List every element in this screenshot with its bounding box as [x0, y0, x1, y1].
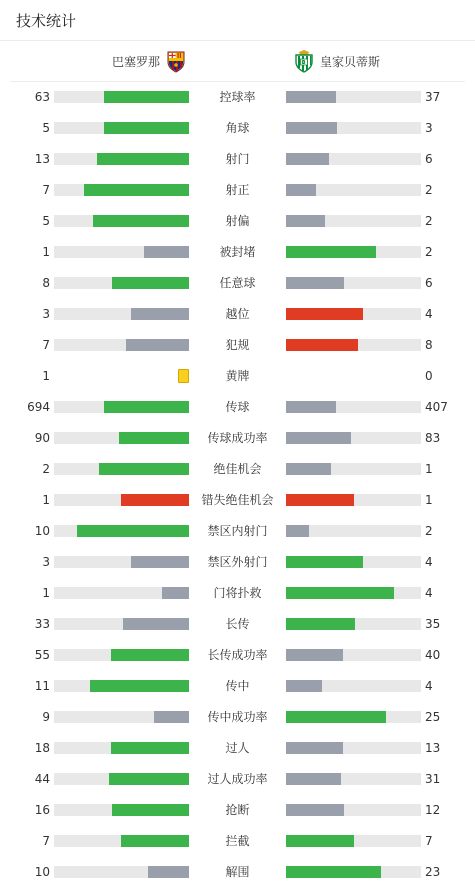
away-stat-value: 4 — [425, 555, 433, 569]
away-stat-value: 31 — [425, 772, 441, 786]
away-stat-bar-fill — [286, 463, 331, 475]
home-stat-value: 5 — [42, 121, 50, 135]
home-stat-bar — [54, 618, 189, 630]
stat-label: 错失绝佳机会 — [201, 493, 274, 507]
home-stat-value: 3 — [42, 555, 50, 569]
home-stat-bar-fill — [131, 308, 189, 320]
home-stat-value: 7 — [42, 183, 50, 197]
away-stat-bar-fill — [286, 277, 344, 289]
away-stat-bar-fill — [286, 184, 316, 196]
stat-row — [0, 515, 475, 546]
away-stat-bar-fill — [286, 649, 343, 661]
home-team-name: 巴塞罗那 — [111, 54, 160, 69]
stat-label: 禁区内射门 — [207, 524, 268, 538]
away-stat-value: 7 — [425, 834, 433, 848]
away-stat-bar — [286, 525, 421, 537]
home-stat-bar-fill — [121, 494, 189, 506]
away-stat-bar-fill — [286, 339, 358, 351]
stat-row — [0, 825, 475, 856]
stat-label: 抢断 — [225, 803, 250, 817]
stat-row — [0, 298, 475, 329]
home-stat-bar — [54, 773, 189, 785]
home-stat-value: 10 — [34, 524, 50, 538]
home-stat-bar — [54, 494, 189, 506]
away-stat-bar — [286, 432, 421, 444]
away-stat-value: 8 — [425, 338, 433, 352]
away-stat-value: 2 — [425, 183, 433, 197]
team-header — [10, 41, 465, 82]
home-stat-bar-fill — [131, 556, 189, 568]
home-stat-value: 33 — [34, 617, 50, 631]
home-stat-value: 5 — [42, 214, 50, 228]
away-stat-bar — [286, 153, 421, 165]
away-stat-bar — [286, 494, 421, 506]
away-stat-bar-fill — [286, 401, 336, 413]
home-stat-bar — [54, 742, 189, 754]
home-stat-bar — [54, 649, 189, 661]
home-stat-value: 44 — [34, 772, 50, 786]
stat-label: 传球成功率 — [207, 431, 268, 445]
home-stat-bar — [54, 866, 189, 878]
away-stat-bar-fill — [286, 866, 381, 878]
home-stat-bar — [54, 308, 189, 320]
away-stat-value: 2 — [425, 524, 433, 538]
stat-label: 犯规 — [225, 338, 250, 352]
stat-row — [0, 174, 475, 205]
away-stat-bar — [286, 618, 421, 630]
home-stat-bar-fill — [111, 649, 189, 661]
away-stat-value: 4 — [425, 307, 433, 321]
home-stat-value: 694 — [27, 400, 50, 414]
away-stat-bar-fill — [286, 804, 344, 816]
home-stat-bar-fill — [109, 773, 189, 785]
away-stat-value: 1 — [425, 462, 433, 476]
away-stat-value: 23 — [425, 865, 441, 879]
home-stat-bar — [54, 91, 189, 103]
home-stat-bar-fill — [104, 401, 189, 413]
home-stat-bar — [54, 246, 189, 258]
stat-row — [0, 670, 475, 701]
home-stat-bar-fill — [99, 463, 189, 475]
home-stat-value: 1 — [42, 245, 50, 259]
away-stat-value: 13 — [425, 741, 441, 755]
away-stat-value: 2 — [425, 214, 433, 228]
home-stat-bar — [54, 587, 189, 599]
home-stat-bar-fill — [97, 153, 189, 165]
away-stat-value: 407 — [425, 400, 448, 414]
away-stat-bar-fill — [286, 618, 355, 630]
away-stat-bar — [286, 91, 421, 103]
stat-row — [0, 856, 475, 887]
stat-label: 被封堵 — [219, 245, 256, 259]
home-stat-bar-fill — [84, 184, 189, 196]
home-stat-bar-fill — [123, 618, 189, 630]
away-stat-bar — [286, 122, 421, 134]
stat-label: 角球 — [225, 121, 250, 135]
away-stat-bar — [286, 308, 421, 320]
home-stat-value: 7 — [42, 338, 50, 352]
away-stat-value: 6 — [425, 152, 433, 166]
away-stat-bar — [286, 835, 421, 847]
away-stat-bar-fill — [286, 835, 354, 847]
home-stat-value: 8 — [42, 276, 50, 290]
away-stat-bar — [286, 680, 421, 692]
home-stat-bar-fill — [90, 680, 189, 692]
away-stat-bar-fill — [286, 308, 363, 320]
home-stat-bar-fill — [121, 835, 189, 847]
home-stat-value: 10 — [34, 865, 50, 879]
header — [0, 0, 475, 41]
home-stat-bar-fill — [104, 122, 189, 134]
stat-label: 黄牌 — [225, 369, 250, 383]
home-stat-value: 1 — [42, 369, 50, 383]
home-stat-bar-fill — [77, 525, 189, 537]
away-stat-value: 4 — [425, 679, 433, 693]
stat-row — [0, 81, 475, 112]
away-team-name: 皇家贝蒂斯 — [320, 54, 381, 69]
stat-label: 射门 — [225, 152, 250, 166]
away-stat-bar-fill — [286, 91, 336, 103]
stat-row — [0, 453, 475, 484]
stat-row — [0, 763, 475, 794]
stat-label: 传中 — [225, 679, 250, 693]
away-stat-bar — [286, 184, 421, 196]
stat-row — [0, 112, 475, 143]
away-stat-bar-fill — [286, 525, 309, 537]
stat-row — [0, 360, 475, 391]
stat-label: 拦截 — [225, 834, 250, 848]
stat-label: 过人成功率 — [207, 772, 268, 786]
stat-row — [0, 639, 475, 670]
home-stat-bar — [54, 122, 189, 134]
home-stat-value: 90 — [34, 431, 50, 445]
home-stat-bar-fill — [93, 215, 189, 227]
away-stat-bar — [286, 246, 421, 258]
home-stat-value: 16 — [34, 803, 50, 817]
home-stat-value: 3 — [42, 307, 50, 321]
away-stat-value: 6 — [425, 276, 433, 290]
home-team[interactable] — [112, 41, 188, 81]
stat-label: 传中成功率 — [207, 710, 268, 724]
stat-label: 射偏 — [225, 214, 250, 228]
away-stat-bar-fill — [286, 587, 394, 599]
away-stat-value: 12 — [425, 803, 441, 817]
home-stat-value: 18 — [34, 741, 50, 755]
away-stat-bar — [286, 339, 421, 351]
home-stat-bar-fill — [104, 91, 189, 103]
home-stat-bar-fill — [144, 246, 189, 258]
stat-row — [0, 546, 475, 577]
away-stat-bar-fill — [286, 246, 376, 258]
home-stat-value: 63 — [34, 90, 50, 104]
away-stat-value: 2 — [425, 245, 433, 259]
away-stat-bar — [286, 556, 421, 568]
stat-row — [0, 236, 475, 267]
stat-label: 控球率 — [219, 90, 256, 104]
home-stat-bar — [54, 525, 189, 537]
stat-row — [0, 143, 475, 174]
home-stat-bar — [54, 153, 189, 165]
away-stat-bar — [286, 711, 421, 723]
stat-label: 门将扑救 — [213, 586, 262, 600]
home-stat-value: 55 — [34, 648, 50, 662]
away-stat-value: 35 — [425, 617, 441, 631]
home-stat-bar-fill — [148, 866, 189, 878]
home-stat-value: 13 — [34, 152, 50, 166]
home-stat-value: 7 — [42, 834, 50, 848]
home-stat-bar — [54, 711, 189, 723]
stat-label: 任意球 — [219, 276, 256, 290]
stat-label: 越位 — [225, 307, 250, 321]
away-stat-value: 40 — [425, 648, 441, 662]
away-stat-bar — [286, 401, 421, 413]
page-title: 技术统计 — [16, 12, 77, 30]
betis-crest-icon — [292, 49, 316, 73]
stat-label: 解围 — [225, 865, 250, 879]
away-stat-bar — [286, 742, 421, 754]
away-stat-bar — [286, 866, 421, 878]
away-stat-bar-fill — [286, 153, 329, 165]
stat-row — [0, 267, 475, 298]
away-stat-bar-fill — [286, 494, 354, 506]
away-stat-bar-fill — [286, 742, 343, 754]
stat-label: 绝佳机会 — [213, 462, 262, 476]
stat-row — [0, 577, 475, 608]
away-stat-bar-fill — [286, 680, 322, 692]
home-stat-value: 9 — [42, 710, 50, 724]
away-stat-value: 25 — [425, 710, 441, 724]
yellow-card-icon — [178, 369, 189, 383]
home-stat-value: 1 — [42, 586, 50, 600]
home-stat-bar — [54, 680, 189, 692]
stat-row — [0, 422, 475, 453]
away-stat-value: 1 — [425, 493, 433, 507]
stat-row — [0, 608, 475, 639]
stat-row — [0, 391, 475, 422]
away-stat-value: 4 — [425, 586, 433, 600]
home-stat-bar-fill — [162, 587, 189, 599]
away-stat-bar — [286, 463, 421, 475]
stat-label: 过人 — [225, 741, 250, 755]
home-stat-bar — [54, 401, 189, 413]
barcelona-crest-icon — [164, 49, 188, 73]
stat-row — [0, 329, 475, 360]
away-stat-bar-fill — [286, 122, 337, 134]
home-stat-bar-fill — [119, 432, 189, 444]
away-stat-bar — [286, 804, 421, 816]
away-stat-bar — [286, 587, 421, 599]
home-stat-bar — [54, 184, 189, 196]
home-stat-bar — [54, 463, 189, 475]
stat-label: 禁区外射门 — [207, 555, 268, 569]
home-stat-bar — [54, 339, 189, 351]
away-stat-value: 3 — [425, 121, 433, 135]
stat-label: 长传 — [225, 617, 250, 631]
stat-row — [0, 794, 475, 825]
stat-label: 传球 — [225, 400, 250, 414]
home-stat-bar — [54, 215, 189, 227]
stat-row — [0, 205, 475, 236]
stat-row — [0, 701, 475, 732]
stat-label: 长传成功率 — [207, 648, 268, 662]
stat-label: 射正 — [225, 183, 250, 197]
away-stat-bar — [286, 649, 421, 661]
home-stat-bar-fill — [111, 742, 189, 754]
away-stat-bar-fill — [286, 215, 325, 227]
home-stat-bar — [54, 432, 189, 444]
home-stat-bar-fill — [154, 711, 189, 723]
away-stat-bar — [286, 773, 421, 785]
away-stat-bar — [286, 215, 421, 227]
home-stat-bar — [54, 835, 189, 847]
away-stat-bar-fill — [286, 432, 351, 444]
home-stat-bar-fill — [112, 804, 189, 816]
home-stat-bar — [54, 804, 189, 816]
away-stat-bar-fill — [286, 711, 386, 723]
home-stat-value: 2 — [42, 462, 50, 476]
away-stat-value: 83 — [425, 431, 441, 445]
away-stat-bar — [286, 277, 421, 289]
home-stat-value: 1 — [42, 493, 50, 507]
away-stat-bar-fill — [286, 556, 363, 568]
home-stat-value: 11 — [34, 679, 50, 693]
stat-row — [0, 484, 475, 515]
home-stat-bar — [54, 556, 189, 568]
home-stat-bar — [54, 277, 189, 289]
stat-row — [0, 732, 475, 763]
away-stat-value: 0 — [425, 369, 433, 383]
away-stat-value: 37 — [425, 90, 441, 104]
home-stat-bar-fill — [126, 339, 189, 351]
away-stat-bar-fill — [286, 773, 341, 785]
home-stat-bar-fill — [112, 277, 189, 289]
away-team[interactable] — [292, 41, 380, 81]
